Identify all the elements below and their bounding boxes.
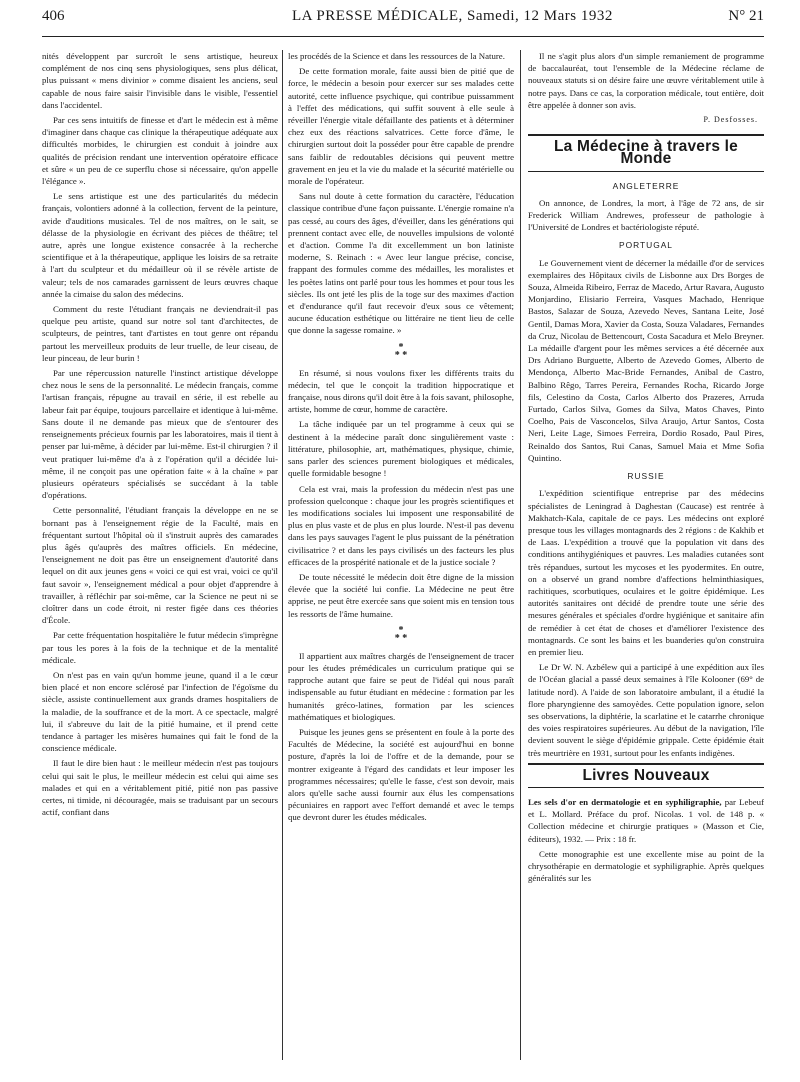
subhead-russie: RUSSIE [627,471,665,482]
paragraph: Il faut le dire bien haut : le meilleur médecin n'est pas toujours celui qui sait le plus, le meilleur médecin est celui qui aime ses malades et qui en a véritablement pitié, pitié non pas passive certes, ni timide, ni découragée, mais se traduisant par un secours actif, confiant dans [42,758,278,818]
paragraph: La tâche indiquée par un tel programme à ceux qui se destinent à la médecine paraît donc singulièrement vaste : littérature, philosophie, art, mathématiques, physique, chimie, sans parler des sciences purement biologiques et médicales, quelle formidable besogne ! [288,419,514,479]
author-signature: P. Desfosses. [703,115,758,125]
column-divider [520,50,521,1060]
paragraph: Cette monographie est une excellente mise au point de la chrysothérapie en dermatologie et syphiligraphie. Après quelques généralités sur les [528,848,764,884]
paragraph: Le sens artistique est une des particularités du médecin français, volontiers adonné à la collection, fervent de la peinture, avide d'auditions musicales. Tel de nos maîtres, on le sait, se délasse de la physiologie en écrivant des pièces de théâtre; tel autre, après une longue existence consacrée à la recherche scientifique et à la thérapeutique, applique les loisirs de sa retraite à l'art du sculpteur et du médailleur où il se révèle artiste de valeur; tels de nos camarades garnissent de leurs œuvres chaque année la cimaise du salon des médecins. [42,191,278,299]
paragraph: En résumé, si nous voulons fixer les différents traits du médecin, tel que le conçoit la tradition hippocratique et française, nous dirons qu'il doit être à la fois savant, philosophe, artiste, homme de cœur, homme de caractère. [288,367,514,415]
paragraph: les procédés de la Science et dans les ressources de la Nature. [288,51,505,61]
paragraph: Cela est vrai, mais la profession du médecin n'est pas une profession quelconque : chaque jour les progrès scientifiques et les modifications sociales lui imposent une responsabilité de plus en plus vaste et de plus en plus lourde. N'est-il pas devenu dans les pays sauvages l'agent le plus puissant de la pénétration civilisatrice ? et dans les pays civilisés un des facteurs les plus efficaces de la prospérité nationale et de la justice sociale ? [288,483,514,567]
page-number: 406 [42,8,65,24]
book-entry [528,796,764,845]
subhead-angleterre: ANGLETERRE [612,180,680,191]
running-title: LA PRESSE MÉDICALE, Samedi, 12 Mars 1932 [292,8,613,24]
column-1 [42,50,278,1060]
paragraph: Par une répercussion naturelle l'instinct artistique développe chez nous le sens de la personnalité. Le médecin français, comme l'artisan français, répugne au travail en série, il est rebelle au labeur fait par équipe, toujours parcellaire et identique à lui-même. Sans doute il ne demande pas mieux que de s'entourer des renseignements précieux fournis par les laboratoires, mais il tient à penser par lui-même, à décider par lui-même. Est-il chirurgien ? il veut pratiquer lui-même d'a à z l'opération qu'il a décidée lui-même, il ne conçoit pas une opération faite « à la chaîne » par plusieurs opérateurs spécialisés se succédant à la table d'opérations. [42,368,278,501]
section-stars: * * * [394,341,408,361]
paragraph: De toute nécessité le médecin doit être digne de la mission élevée que la société lui confie. La Médecine ne peut être apprise, ne peut être exercée sans que soient mis en tension tous les ressorts de l'âme humaine. [288,571,514,619]
paragraph: nités développent par surcroît le sens artistique, heureux complément de nos cinq sens physiologiques, sens plus délicat, plus puissant « mens divinior » comme disaient les anciens, seul capable de nous faire saisir l'invisible dans le visible, l'essentiel dans l'accidentel. [42,51,278,110]
paragraph: On n'est pas en vain qu'un homme jeune, quand il a le cœur bien placé et non encore sclérosé par l'infection de l'égoïsme du siècle, assiste continuellement aux grands drames hospitaliers de la maladie, de la souffrance et de la mort. A ce spectacle, malgré lui, il s'abreuve du lait de la pitié humaine, et il prend cette tendance à partager les misères humaines qui fait le fond de la conscience médicale. [42,669,278,754]
paragraph: L'expédition scientifique entreprise par des médecins spécialistes de Leningrad à Daghestan (Caucase) est rentrée à Makhatch-Kala, capitale de ce pays. Les médecins ont exploré presque tous les villages montagnards des 2 régions : de Kakhib et de Laas. L'expédition a trouvé que la population vit dans des conditions antihygiéniques et pauvres. Les maladies cutanées sont très répandues, surtout les mycoses et les pyodermites. En outre, on a observé un grand nombre d'affections helminthiasiques, rachitiques, scorbutiques, oculaires et le goitre épidémique. Les autorités sanitaires ont décidé de prendre toute une série des mesures générales et spéciales d'ordre hygiénique et sanitaire afin de remédier à cet état de choses et d'améliorer l'existence des montagnards. Ce sont les bains et les buanderies qu'on construira en premier lieu. [528,488,764,657]
book-title: Les sels d'or en dermatologie et en syphiligraphie, [528,796,722,807]
section-stars: * * * [394,624,408,644]
paragraph: Le Dr W. N. Azbélew qui a participé à une expédition aux îles de l'Océan glacial a passé deux semaines à l'île Kolooner (69° de latitude nord). A l'aide de son laboratoire ambulant, il a étudié la flore pharyngienne des samoyèdes. Cette population ignore, selon ses observations, la diphtérie, la scarlatine et le catarrhe chronique des voies respiratoires supérieures. Au début de la navigation, l'île devient souvent le siège d'épidémie grippale. Cette épidémie était très meurtrière en 1931, surtout pour les enfants indigènes. [528,662,764,758]
paragraph: Comment du reste l'étudiant français ne deviendrait-il pas quelque peu artiste, quand sur notre sol tant d'architectes, de sculpteurs, de peintres, tant d'artistes en tout genre ont répandu partout les merveilleux produits de leur truelle, de leur ciseau, de leur pinceau, de leur burin ! [42,304,278,363]
book-details: par Lebeuf et L. Mollard. Préface du prof. Nicolas. 1 vol. de 148 p. « Collection médecine et chirurgie pratiques » (Masson et Cie, éditeurs), 1932. — Prix : 18 fr. [528,796,764,844]
page-header [42,2,764,37]
paragraph: Sans nul doute à cette formation du caractère, l'éducation classique contribue d'une façon puissante. L'énergie romaine n'a pas cessé, au cours des âges, d'éveiller, dans les générations qui prennent contact avec elle, de nouvelles impulsions de volonté et d'action. Comme l'a dit excellemment un bon latiniste moderne, S. Reinach : « Avec leur langue précise, concise, frappant des formules comme des médailles, les moralistes et les poètes latins ont parlé pour tous les hommes et pour tous les siècles. Ils ont jeté les plis de la toge sur des maximes d'action et d'endurance qu'il faut recevoir d'eux sous ce vêtement; aucune éducation esthétique ou littéraire ne tient lieu de celle que donne la sagesse romaine. » [288,191,514,336]
paragraph: Cette personnalité, l'étudiant français la développe en ne se bornant pas à l'enseignement régie de la Faculté, mais en fréquentant surtout l'hôpital où il s'instruit auprès des camarades plus âgés qu'auprès des maîtres officiels. En médecine, l'enseignement ne doit pas être un enseignement d'autorité dans lequel on dit aux jeunes gens « voici ce qui est vrai, voici ce qu'il faut savoir », l'enseignement médical a pour objet d'apprendre à travailler, à réfléchir par soi-même, car la Science ne peut ni se cloîtrer dans un code étroit, ni rester figée dans ces théories d'École. [42,505,278,626]
paragraph: Il ne s'agit plus alors d'un simple remaniement de programme de baccalauréat, tout l'ensemble de la Médecine réclame de nouveaux statuts si on désire faire une œuvre véritablement utile à notre pays. Dans ce cas, la corporation médicale, tout entière, doit être appelée à donner son avis. [528,51,764,110]
section-title-livres: Livres Nouveaux [528,763,764,788]
paragraph: Le Gouvernement vient de décerner la médaille d'or de services exemplaires des Hôpitaux civils de Lisbonne aux Drs Borges de Souza, Almeida Ribeiro, Ferraz de Macedo, Artur Ravara, Augusto Monjardino, Elisiario Ferreira, Vasques Machado, Henrique Bastos, Salazar de Souza, Azevedo Neves, Santana Leite, José Gentil, Damas Mora, Xavier da Costa, Souza Valadares, Fernandes da Cruz, Nicolau de Bettencourt, Costa Sacadura et Melo Breyner. La médaille d'argent pour les mêmes services a été décernée aux Drs Adriano Burguette, Alberto de Azevedo Gomes, Alberto de Mendonça, Alberto Mac-Bride Fernandes, Anibal de Castro, Balbino Rêgo, Tarres Pereira, Fernandes Rocha, Ricardo Jorge fils, Celestino da Costa, Carlos Alberto dos Prazeres, Arruda Furtado, Carlos Silva, Gomes da Silva, Matos Chaves, Pinto Coelho, Pais de Vasconcelos, Silva Araujo, Artur Santos, Costa Neri, Leite Lage, Simoes Ferreira, Dordio Rosado, Paul Pires, Reinaldo dos Santos, Rui Canas, Samuel Maia et Mme Sofia Quintino. [528,257,764,463]
column-divider [282,50,283,1060]
paragraph: Puisque les jeunes gens se présentent en foule à la porte des Facultés de Médecine, la société est aujourd'hui en bonne posture, d'après la loi de l'offre et de la demande, pour se montrer exigeante à l'égard des candidats et leur imposer les programmes nécessaires; qu'elle le fasse, c'est son devoir, mais alors qu'elle sache aussi fournir aux élus les compensations pécuniaires en rapport avec l'effort demandé et avec le temps que devront durer les études médicales. [288,726,514,823]
paragraph: Par ces sens intuitifs de finesse et d'art le médecin est à même d'imaginer dans chaque cas clinique la thérapeutique adéquate aux difficultés morbides, le chirurgien est conduit à joindre aux qualités de précision rendant une intervention opératoire efficace et sûre « un peu de ce superflu chose si nécessaire, qu'on appelle l'élégance ». [42,115,278,187]
section-title-monde: La Médecine à travers le Monde [528,134,764,171]
subhead-portugal: PORTUGAL [619,240,673,251]
column-2 [288,50,514,1060]
column-3 [528,50,764,1060]
issue-number: N° 21 [728,8,764,24]
paragraph: Par cette fréquentation hospitalière le futur médecin s'imprègne par tous les pores à la fois de la technique et de la mentalité médicale. [42,630,278,665]
paragraph: De cette formation morale, faite aussi bien de pitié que de force, le médecin a besoin pour exercer sur ses malades cette autorité, cette influence psychique, qui contribue puissamment à l'effet des médications, qui suffit souvent à elle seule à réveiller l'énergie vitale défaillante des patients et à déterminer chez eux des réactions salvatrices. Cette force d'âme, le chirurgien surtout doit la posséder pour être capable de prendre sans faiblir de redoutables décisions qui peuvent mettre gravement en jeu et la vie du malade et la sécurité matérielle ou morale de l'opérateur. [288,66,514,187]
paragraph: Il appartient aux maîtres chargés de l'enseignement de tracer pour les études prémédicales un curriculum pratique qui se rapproche autant que faire se peut de l'idéal qui nous paraît indispensable au futur étudiant en médecine : formation par les humanités gréco-latines, formation par les sciences mathématiques et biologiques. [288,650,514,722]
paragraph: On annonce, de Londres, la mort, à l'âge de 72 ans, de sir Frederick William Andrewes, professeur de pathologie à l'Université de Londres et bactériologiste réputé. [528,197,764,233]
